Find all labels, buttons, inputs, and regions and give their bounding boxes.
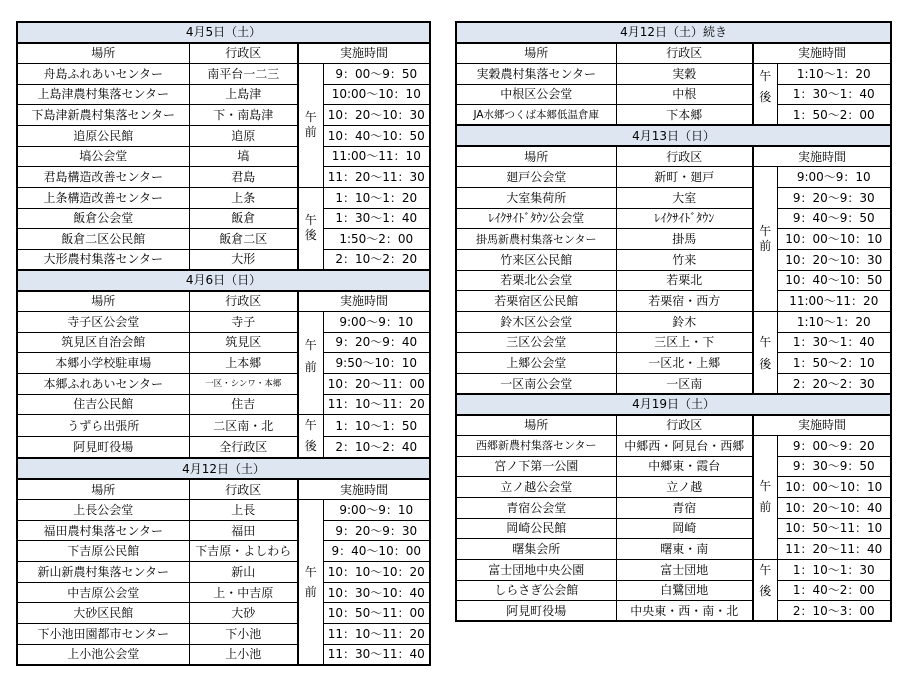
date-header: 4月5日（土） (17, 22, 430, 43)
schedule-row (17, 332, 430, 353)
time-cell: 10：50～11：10 (777, 518, 891, 539)
district-cell: 大砂 (189, 603, 298, 624)
period-label (298, 500, 323, 665)
column-header-place: 場所 (456, 146, 616, 167)
schedule-row (17, 63, 430, 84)
district-cell: 中央東・西・南・北 (616, 601, 753, 622)
time-cell: 10：20～10：40 (777, 497, 891, 518)
district-cell: 上条 (189, 187, 298, 208)
column-header-district: 行政区 (189, 291, 298, 312)
place-cell: 青宿公会堂 (456, 497, 616, 518)
district-cell: 寺子 (189, 311, 298, 332)
schedule-row (456, 229, 891, 250)
place-cell: 岡崎公民館 (456, 518, 616, 539)
column-header-time: 実施時間 (298, 479, 430, 500)
place-cell: 大室集荷所 (456, 187, 616, 208)
schedule-row (456, 105, 891, 126)
date-row (456, 22, 891, 43)
time-cell: 9：00～9：20 (777, 435, 891, 456)
district-cell: 富士団地 (616, 559, 753, 580)
time-cell: 9:00～9：10 (323, 311, 430, 332)
schedule-row (17, 249, 430, 270)
schedule-row (456, 270, 891, 291)
place-cell: 下小池田園都市センター (17, 624, 189, 645)
time-cell: 1：50～2：10 (777, 353, 891, 374)
district-cell: 全行政区 (189, 437, 298, 459)
schedule-table-left (16, 21, 431, 666)
schedule-row (456, 332, 891, 353)
schedule-row (17, 624, 430, 645)
schedule-row (456, 167, 891, 188)
schedule-body-right (456, 22, 891, 621)
place-cell: ﾚｲｸｻｲﾄﾞﾀｳﾝ公会堂 (456, 208, 616, 229)
time-cell: 1：10～1：20 (323, 187, 430, 208)
place-cell: 中根区公会堂 (456, 84, 616, 105)
schedule-row (456, 580, 891, 601)
time-cell: 10：20～11：00 (323, 373, 430, 394)
period-label-text: 午後 (759, 334, 772, 371)
place-cell: 若栗北公会堂 (456, 270, 616, 291)
district-cell: 大室 (616, 187, 753, 208)
district-cell: 中根 (616, 84, 753, 105)
place-cell: 西郷新農村集落センター (456, 435, 616, 456)
district-cell: 筑見区 (189, 332, 298, 353)
district-cell: 新町・廻戸 (616, 167, 753, 188)
place-cell: 上条構造改善センター (17, 187, 189, 208)
column-header-row (456, 415, 891, 436)
place-cell: 上郷公会堂 (456, 353, 616, 374)
time-cell: 2：20～2：30 (777, 373, 891, 394)
place-cell: 上長公会堂 (17, 500, 189, 521)
district-cell: 鈴木 (616, 311, 753, 332)
schedule-row (456, 497, 891, 518)
schedule-row (17, 167, 430, 188)
period-label (753, 559, 777, 621)
place-cell: 上島津農村集落センター (17, 84, 189, 105)
district-cell: 上小池 (189, 644, 298, 665)
time-cell: 11：20～11：40 (777, 539, 891, 560)
district-cell: 上長 (189, 500, 298, 521)
district-cell: 立ノ越 (616, 477, 753, 498)
period-label-text: 午後 (759, 68, 772, 104)
date-header: 4月12日（土） (17, 458, 430, 479)
time-cell: 1:10～1：20 (777, 63, 891, 84)
time-cell: 9：20～9：30 (777, 187, 891, 208)
place-cell: 掛馬新農村集落センター (456, 229, 616, 250)
district-cell: 中郷西・阿見台・西郷 (616, 435, 753, 456)
time-cell: 10:00～10：10 (323, 84, 430, 105)
time-cell: 1：50～2：00 (777, 105, 891, 126)
place-cell: 鈴木区公会堂 (456, 311, 616, 332)
district-cell: 上本郷 (189, 353, 298, 374)
district-cell: 一区・シンワ・本郷 (189, 373, 298, 394)
place-cell: 福田農村集落センター (17, 520, 189, 541)
place-cell: 一区南公会堂 (456, 373, 616, 394)
place-cell: うずら出張所 (17, 415, 189, 437)
column-header-place: 場所 (456, 43, 616, 64)
district-cell: 南平台一二三 (189, 63, 298, 84)
place-cell: 住吉公民館 (17, 394, 189, 415)
schedule-row (17, 146, 430, 167)
district-cell: 塙 (189, 146, 298, 167)
period-label-text: 午前 (304, 338, 317, 375)
district-cell: 新山 (189, 562, 298, 583)
place-cell: 大形農村集落センター (17, 249, 189, 270)
place-cell: 君島構造改善センター (17, 167, 189, 188)
time-cell: 9：20～9：40 (323, 332, 430, 353)
time-cell: 10：40～10：50 (323, 125, 430, 146)
schedule-row (17, 644, 430, 665)
column-header-row (17, 43, 430, 64)
column-header-place: 場所 (17, 291, 189, 312)
district-cell: 住吉 (189, 394, 298, 415)
period-label (298, 415, 323, 459)
period-label (753, 311, 777, 394)
schedule-row (17, 105, 430, 126)
district-cell: 飯倉二区 (189, 229, 298, 250)
time-cell: 1：40～2：00 (777, 580, 891, 601)
time-cell: 10：10～10：20 (323, 562, 430, 583)
period-label-text: 午後 (759, 562, 772, 598)
schedule-row (17, 84, 430, 105)
date-header: 4月19日（土） (456, 394, 891, 415)
period-label (298, 187, 323, 270)
date-header: 4月12日（土）続き (456, 22, 891, 43)
period-label-text: 午後 (304, 418, 317, 454)
schedule-row (456, 84, 891, 105)
date-row (17, 458, 430, 479)
time-cell: 9:50～10：10 (323, 353, 430, 374)
time-cell: 9：40～10：00 (323, 541, 430, 562)
schedule-row (456, 249, 891, 270)
column-header-row (17, 479, 430, 500)
district-cell: 青宿 (616, 497, 753, 518)
place-cell: 中吉原公会堂 (17, 582, 189, 603)
schedule-row (456, 435, 891, 456)
schedule-row (17, 415, 430, 437)
time-cell: 1：30～1：40 (777, 84, 891, 105)
district-cell: ﾚｲｸｻｲﾄﾞﾀｳﾝ (616, 208, 753, 229)
date-header: 4月13日（日） (456, 125, 891, 146)
district-cell: 上島津 (189, 84, 298, 105)
schedule-row (456, 601, 891, 622)
schedule-row (17, 229, 430, 250)
period-label (753, 435, 777, 559)
time-cell: 9：20～9：30 (323, 520, 430, 541)
schedule-row (17, 562, 430, 583)
column-header-district: 行政区 (616, 43, 753, 64)
district-cell: 一区南 (616, 373, 753, 394)
schedule-row (17, 500, 430, 521)
time-cell: 10：30～10：40 (323, 582, 430, 603)
schedule-row (17, 541, 430, 562)
schedule-row (17, 373, 430, 394)
place-cell: 廻戸公会堂 (456, 167, 616, 188)
period-label (298, 63, 323, 187)
time-cell: 1：30～1：40 (323, 208, 430, 229)
period-label (753, 167, 777, 312)
date-header: 4月6日（日） (17, 270, 430, 291)
place-cell: 宮ノ下第一公園 (456, 456, 616, 477)
district-cell: 実穀 (616, 63, 753, 84)
column-header-time: 実施時間 (298, 291, 430, 312)
district-cell: 三区上・下 (616, 332, 753, 353)
schedule-row (17, 311, 430, 332)
time-cell: 11：30～11：40 (323, 644, 430, 665)
column-header-district: 行政区 (189, 43, 298, 64)
time-cell: 2：10～2：40 (323, 437, 430, 459)
place-cell: 追原公民館 (17, 125, 189, 146)
place-cell: 上小池公会堂 (17, 644, 189, 665)
schedule-row (17, 125, 430, 146)
time-cell: 9：30～9：50 (777, 456, 891, 477)
date-row (17, 270, 430, 291)
period-label-text: 午前 (304, 110, 317, 140)
schedule-row (17, 520, 430, 541)
schedule-table-right (455, 21, 892, 622)
time-cell: 10：20～10：30 (323, 105, 430, 126)
district-cell: 中郷東・霞台 (616, 456, 753, 477)
time-cell: 1：10～1：30 (777, 559, 891, 580)
column-header-row (456, 43, 891, 64)
place-cell: 実穀農村集落センター (456, 63, 616, 84)
time-cell: 11:00～11：20 (777, 291, 891, 312)
district-cell: 追原 (189, 125, 298, 146)
schedule-row (456, 208, 891, 229)
column-header-place: 場所 (456, 415, 616, 436)
place-cell: 富士団地中央公園 (456, 559, 616, 580)
time-cell: 1：10～1：50 (323, 415, 430, 437)
time-cell: 1：30～1：40 (777, 332, 891, 353)
schedule-row (456, 477, 891, 498)
place-cell: 飯倉二区公民館 (17, 229, 189, 250)
district-cell: 下本郷 (616, 105, 753, 126)
place-cell: 阿見町役場 (456, 601, 616, 622)
place-cell: 下吉原公民館 (17, 541, 189, 562)
district-cell: 飯倉 (189, 208, 298, 229)
time-cell: 9:00～9：10 (323, 500, 430, 521)
column-header-row (456, 146, 891, 167)
place-cell: 曙集会所 (456, 539, 616, 560)
period-label-text: 午前 (759, 479, 772, 515)
time-cell: 11：10～11：20 (323, 394, 430, 415)
time-cell: 10：20～10：30 (777, 249, 891, 270)
district-cell: 下・南島津 (189, 105, 298, 126)
place-cell: 大砂区民館 (17, 603, 189, 624)
district-cell: 福田 (189, 520, 298, 541)
district-cell: 曙東・南 (616, 539, 753, 560)
schedule-row (17, 208, 430, 229)
place-cell: 飯倉公会堂 (17, 208, 189, 229)
district-cell: 下小池 (189, 624, 298, 645)
schedule-row (456, 187, 891, 208)
date-row (456, 394, 891, 415)
column-header-place: 場所 (17, 479, 189, 500)
date-row (17, 22, 430, 43)
time-cell: 2：10～2：20 (323, 249, 430, 270)
district-cell: 大形 (189, 249, 298, 270)
place-cell: 竹来区公民館 (456, 249, 616, 270)
schedule-row (456, 518, 891, 539)
time-cell: 10：50～11：00 (323, 603, 430, 624)
district-cell: 白鷺団地 (616, 580, 753, 601)
district-cell: 若栗北 (616, 270, 753, 291)
time-cell: 2：10～3：00 (777, 601, 891, 622)
column-header-row (17, 291, 430, 312)
district-cell: 竹来 (616, 249, 753, 270)
schedule-row (17, 603, 430, 624)
place-cell: しらさぎ公会館 (456, 580, 616, 601)
district-cell: 上・中吉原 (189, 582, 298, 603)
column-header-district: 行政区 (616, 146, 753, 167)
place-cell: 筑見区自治会館 (17, 332, 189, 353)
schedule-row (456, 63, 891, 84)
district-cell: 二区南・北 (189, 415, 298, 437)
schedule-body-left (17, 22, 430, 665)
place-cell: JA水郷つくば本郷低温倉庫 (456, 105, 616, 126)
period-label-text: 午前 (304, 565, 317, 600)
column-header-time: 実施時間 (753, 146, 891, 167)
schedule-row (456, 559, 891, 580)
time-cell: 11：20～11：30 (323, 167, 430, 188)
time-cell: 10：40～10：50 (777, 270, 891, 291)
place-cell: 塙公会堂 (17, 146, 189, 167)
place-cell: 本郷ふれあいセンター (17, 373, 189, 394)
district-cell: 岡崎 (616, 518, 753, 539)
schedule-row (456, 353, 891, 374)
schedule-row (456, 539, 891, 560)
column-header-time: 実施時間 (753, 415, 891, 436)
column-header-district: 行政区 (616, 415, 753, 436)
time-cell: 9：00～9：50 (323, 63, 430, 84)
column-header-place: 場所 (17, 43, 189, 64)
place-cell: 下島津新農村集落センター (17, 105, 189, 126)
place-cell: 本郷小学校駐車場 (17, 353, 189, 374)
time-cell: 11：10～11：20 (323, 624, 430, 645)
schedule-row (17, 394, 430, 415)
schedule-row (456, 456, 891, 477)
time-cell: 1:10～1：20 (777, 311, 891, 332)
schedule-row (17, 353, 430, 374)
district-cell: 掛馬 (616, 229, 753, 250)
time-cell: 1:50～2：00 (323, 229, 430, 250)
schedule-row (17, 437, 430, 459)
schedule-row (456, 311, 891, 332)
period-label-text: 午前 (759, 224, 772, 254)
district-cell: 一区北・上郷 (616, 353, 753, 374)
district-cell: 君島 (189, 167, 298, 188)
time-cell: 9：40～9：50 (777, 208, 891, 229)
time-cell: 9:00～9：10 (777, 167, 891, 188)
schedule-row (17, 582, 430, 603)
place-cell: 若栗宿区公民館 (456, 291, 616, 312)
time-cell: 10：00～10：10 (777, 229, 891, 250)
time-cell: 11:00～11：10 (323, 146, 430, 167)
district-cell: 下吉原・よしわら (189, 541, 298, 562)
column-header-district: 行政区 (189, 479, 298, 500)
column-header-time: 実施時間 (298, 43, 430, 64)
date-row (456, 125, 891, 146)
column-header-time: 実施時間 (753, 43, 891, 64)
place-cell: 三区公会堂 (456, 332, 616, 353)
place-cell: 舟島ふれあいセンター (17, 63, 189, 84)
time-cell: 10：00～10：10 (777, 477, 891, 498)
place-cell: 寺子区公会堂 (17, 311, 189, 332)
place-cell: 阿見町役場 (17, 437, 189, 459)
schedule-row (17, 187, 430, 208)
district-cell: 若栗宿・西方 (616, 291, 753, 312)
schedule-row (456, 373, 891, 394)
period-label-text: 午後 (304, 213, 317, 243)
place-cell: 新山新農村集落センター (17, 562, 189, 583)
period-label (753, 63, 777, 125)
schedule-row (456, 291, 891, 312)
period-label (298, 311, 323, 414)
place-cell: 立ノ越公会堂 (456, 477, 616, 498)
